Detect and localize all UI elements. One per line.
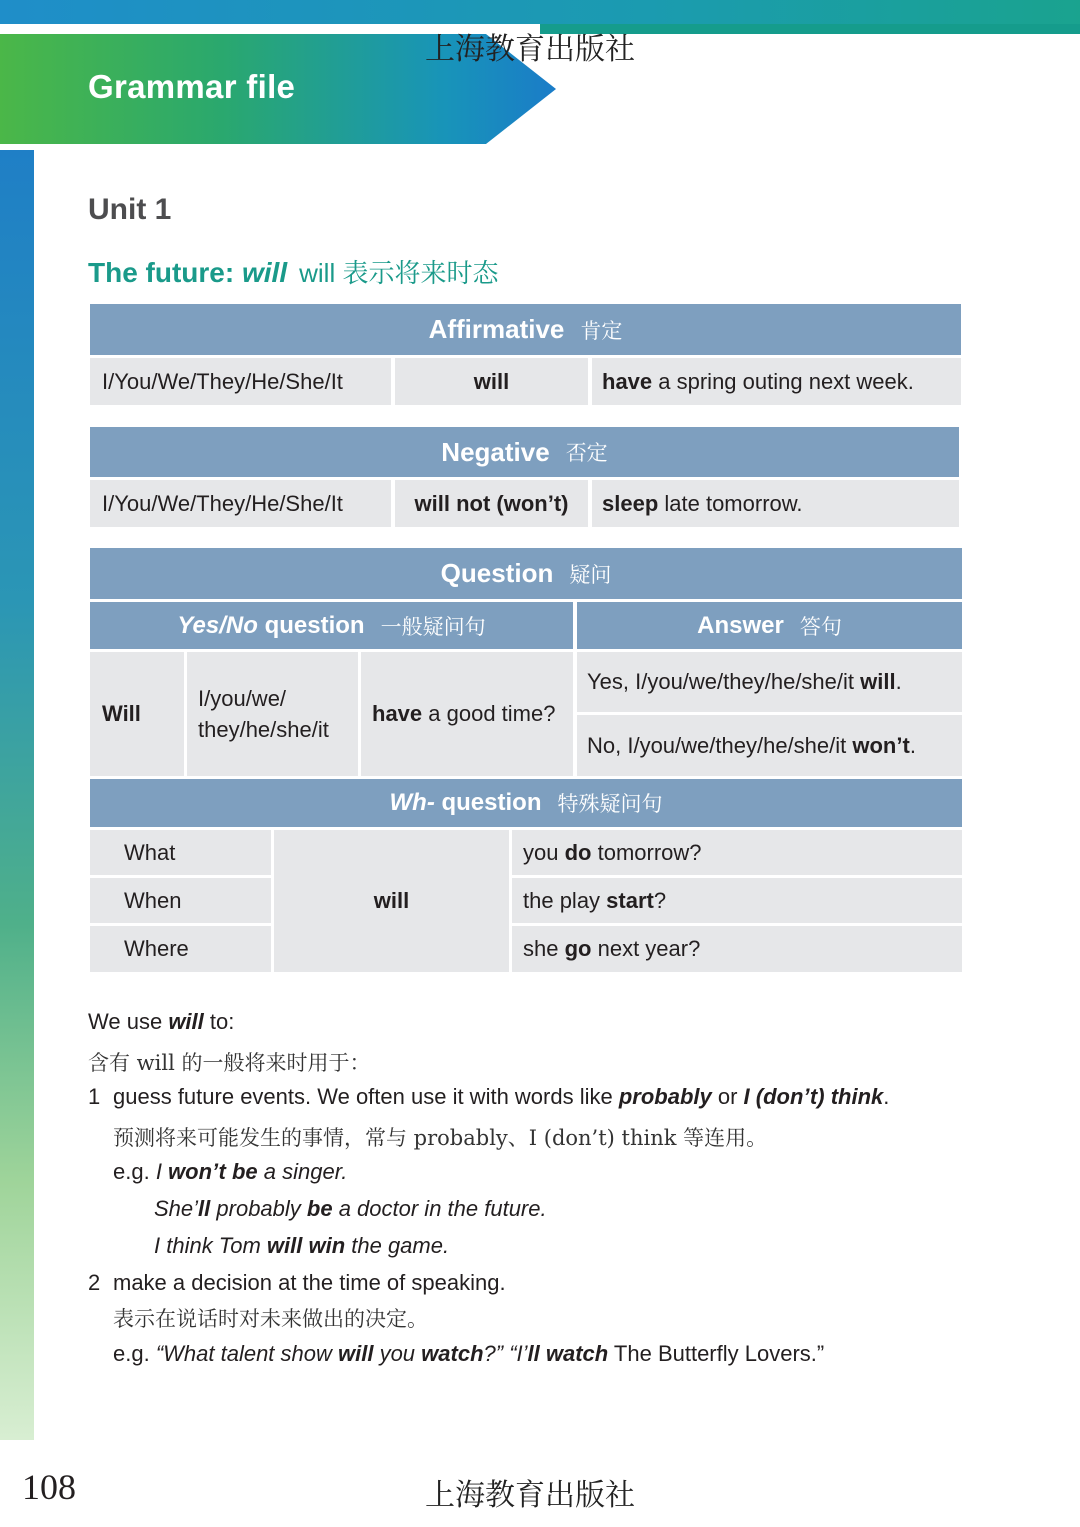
question-label: Question [440, 558, 554, 588]
negative-subject: I/You/We/They/He/She/It [90, 480, 391, 527]
example-text: I [155, 1159, 169, 1184]
example-text: “What talent show [155, 1341, 338, 1366]
example-text: The Butterfly Lovers.” [608, 1341, 825, 1366]
usage-item2-number: 2 [88, 1270, 101, 1295]
yesno-label: question [257, 611, 365, 639]
example-text: I think Tom [154, 1233, 267, 1258]
yesno-will: Will [90, 652, 184, 776]
example-bold: will win [266, 1233, 346, 1258]
wh-rest-post: ? [653, 887, 667, 913]
affirmative-subject: I/You/We/They/He/She/It [90, 358, 391, 405]
wh-rest-when [512, 878, 962, 923]
example-text: the game. [345, 1233, 450, 1258]
example-bold: ll watch [527, 1341, 609, 1366]
example-bold: ll [198, 1196, 211, 1221]
example-bold: watch [421, 1341, 484, 1366]
usage-item2-example [113, 1341, 824, 1367]
yesno-subject-line2: they/he/she/it [198, 717, 329, 742]
usage-item1-example2 [154, 1196, 547, 1222]
no-answer-text: No, I/you/we/they/he/she/it [587, 732, 853, 758]
negative-rest-text: late tomorrow. [658, 490, 803, 516]
usage-intro-pre: We use [88, 1009, 169, 1034]
yesno-rest [361, 652, 573, 776]
wh-rest-post: next year? [591, 936, 701, 961]
example-bold: won’t be [168, 1159, 258, 1184]
wh-question-header [90, 779, 962, 827]
example-bold: will [338, 1341, 374, 1366]
negative-rest-bold: sleep [602, 490, 659, 516]
example-text: you [373, 1341, 422, 1366]
usage-item1-example3 [154, 1233, 449, 1259]
usage-intro-cn: 含有 will 的一般将来时用于： [88, 1051, 371, 1075]
question-header [90, 548, 962, 599]
watermark-bottom: 上海教育出版社 [425, 1478, 635, 1513]
example-text: probably [210, 1196, 307, 1221]
wh-rest-pre: the play [523, 887, 607, 913]
yesno-italic: Yes/No [177, 611, 258, 639]
unit-title: Unit 1 [88, 193, 172, 226]
yesno-subject-line1: I/you/we/ [198, 686, 287, 711]
usage-item1-word2: I (don’t) think [743, 1084, 884, 1109]
no-answer: No, I/you/we/they/he/she/it won’t. [577, 715, 962, 776]
yes-answer-text: Yes, I/you/we/they/he/she/it [587, 669, 861, 694]
wh-word-what: What [90, 830, 271, 875]
section-title-prefix: The future: [88, 257, 242, 288]
wh-italic: Wh- [389, 789, 435, 816]
wh-label: question [434, 789, 542, 816]
usage-item1-number: 1 [88, 1084, 101, 1109]
negative-header [90, 427, 959, 477]
yes-answer: Yes, I/you/we/they/he/she/it will. [577, 652, 962, 712]
negative-label: Negative [441, 436, 550, 467]
usage-item1-end: . [883, 1084, 890, 1109]
yesno-rest-bold: have [372, 701, 423, 726]
affirmative-label: Affirmative [428, 314, 565, 344]
eg-label: e.g. [113, 1159, 156, 1184]
affirmative-header [90, 304, 961, 355]
affirmative-rest-text: a spring outing next week. [652, 368, 914, 394]
usage-item2-cn: 表示在说话时对未来做出的决定。 [113, 1307, 428, 1331]
negative-rest [592, 480, 959, 527]
answer-label: Answer [697, 611, 784, 639]
affirmative-rest-bold: have [602, 368, 653, 394]
usage-intro-italic: will [168, 1009, 204, 1034]
wh-word-where: Where [90, 926, 271, 972]
example-text: a singer. [257, 1159, 348, 1184]
wh-will: will [274, 830, 509, 972]
wh-label-cn: 特殊疑问句 [557, 792, 663, 816]
example-bold: be [306, 1196, 333, 1221]
wh-rest-post: tomorrow? [591, 839, 702, 865]
usage-item1-word1: probably [618, 1084, 712, 1109]
side-decoration-stripe [0, 150, 34, 1440]
watermark-top: 上海教育出版社 [425, 32, 635, 67]
yesno-question-header [90, 602, 573, 649]
affirmative-verb: will [395, 358, 588, 405]
negative-verb: will not (won’t) [395, 480, 588, 527]
section-title [88, 253, 498, 290]
question-label-cn: 疑问 [569, 562, 612, 587]
wh-rest-what [512, 830, 962, 875]
example-text: a doctor in the future. [332, 1196, 547, 1221]
page-number: 108 [22, 1467, 76, 1507]
yesno-subject [187, 652, 358, 776]
usage-item1-text [113, 1084, 889, 1110]
wh-rest-bold: go [564, 936, 592, 961]
usage-item1-example1 [113, 1159, 347, 1185]
usage-item1-cn: 预测将来可能发生的事情，常与 probably、I (don’t) think 等连用。 [113, 1126, 768, 1150]
no-answer-bold: won’t [852, 732, 910, 758]
answer-header [577, 602, 962, 649]
negative-label-cn: 否定 [565, 441, 608, 465]
usage-item1-main: guess future events. We often use it with words like [113, 1084, 619, 1109]
example-text: She’ [154, 1196, 199, 1221]
yesno-rest-text: a good time? [422, 701, 556, 726]
wh-rest-pre: you [523, 839, 565, 865]
wh-rest-bold: start [606, 887, 654, 913]
wh-rest-bold: do [564, 839, 592, 865]
affirmative-label-cn: 肯定 [580, 318, 623, 343]
affirmative-rest [592, 358, 961, 405]
section-title-italic: will [242, 257, 288, 288]
usage-item1-or: or [711, 1084, 744, 1109]
eg-label: e.g. [113, 1341, 156, 1366]
section-title-cn: will 表示将来时态 [299, 258, 499, 288]
wh-rest-pre: she [523, 936, 565, 961]
banner-title: Grammar file [88, 68, 296, 105]
wh-word-when: When [90, 878, 271, 923]
usage-intro-post: to: [203, 1009, 235, 1034]
answer-label-cn: 答句 [799, 614, 842, 639]
wh-rest-where [512, 926, 962, 972]
yes-answer-bold: will [860, 669, 896, 694]
usage-intro [88, 1009, 234, 1035]
example-text: ?” “I’ [483, 1341, 528, 1366]
yesno-label-cn: 一般疑问句 [380, 614, 486, 639]
usage-item2-text: make a decision at the time of speaking. [113, 1270, 506, 1295]
